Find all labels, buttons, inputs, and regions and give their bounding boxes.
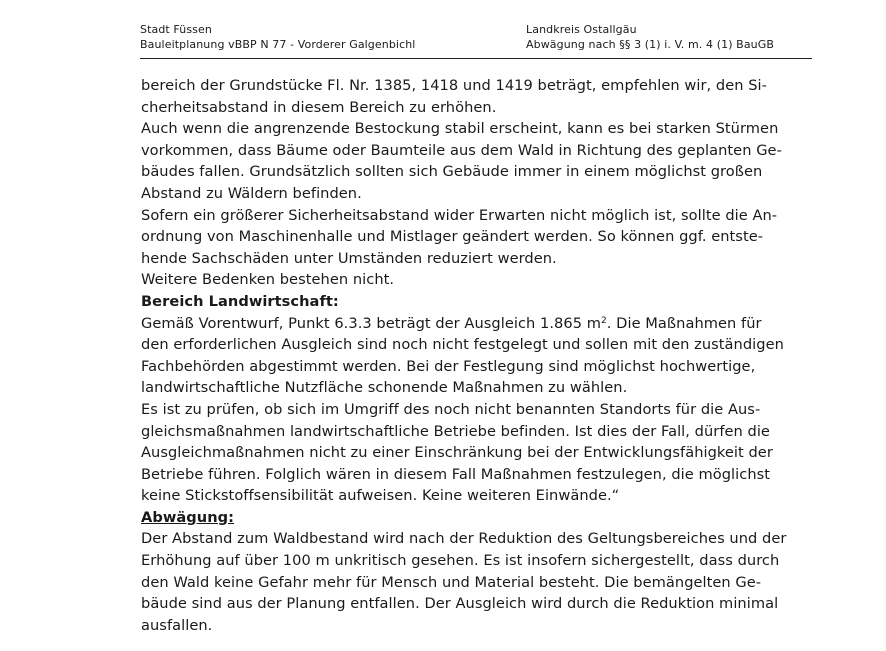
body-line: vorkommen, dass Bäume oder Baumteile aus dem Wald in Richtung des geplanten Ge- — [141, 141, 782, 159]
body-line: Erhöhung auf über 100 m unkritisch gesehen. Es ist insofern sichergestellt, dass durch — [141, 552, 780, 570]
body-line: Weitere Bedenken bestehen nicht. — [141, 271, 395, 289]
header-legal-basis: Abwägung nach §§ 3 (1) i. V. m. 4 (1) BauGB — [526, 38, 775, 51]
body-line: Sofern ein größerer Sicherheitsabstand wider Erwarten nicht möglich ist, sollte die An- — [141, 206, 778, 224]
body-line-ausgleich — [141, 313, 813, 335]
body-line: bereich der Grundstücke Fl. Nr. 1385, 1418 und 1419 beträgt, empfehlen wir, den Si- — [141, 77, 767, 94]
body-line: bäude sind aus der Planung entfallen. Der Ausgleich wird durch die Reduktion minimal — [141, 595, 779, 613]
body-line: bäudes fallen. Grundsätzlich sollten sich Gebäude immer in einem möglichst großen — [141, 163, 763, 181]
body-line: Auch wenn die angrenzende Bestockung stabil erscheint, kann es bei starken Stürmen — [141, 120, 779, 138]
body-line: keine Stickstoffsensibilität aufweisen. Keine weiteren Einwände.“ — [141, 487, 620, 505]
body-line: Es ist zu prüfen, ob sich im Umgriff des noch nicht benannten Standorts für die Aus- — [141, 400, 761, 418]
body-line: cherheitsabstand in diesem Bereich zu erhöhen. — [141, 98, 497, 116]
body-line: den erforderlichen Ausgleich sind noch nicht festgelegt und sollen mit den zuständigen — [141, 336, 784, 354]
body-line: gleichsmaßnahmen landwirtschaftliche Betriebe befinden. Ist dies der Fall, dürfen die — [141, 422, 770, 440]
ausgleich-text: Gemäß Vorentwurf, Punkt 6.3.3 beträgt der Ausgleich 1.865 m — [141, 314, 602, 332]
header-right — [526, 22, 774, 52]
body-line: Ausgleichmaßnahmen nicht zu einer Einschränkung bei der Entwicklungsfähigkeit der — [141, 444, 773, 462]
body-line: ordnung von Maschinenhalle und Mistlager geändert werden. So können ggf. entste- — [141, 228, 764, 246]
document-body — [141, 75, 813, 636]
body-line: Abstand zu Wäldern befinden. — [141, 184, 362, 202]
header-plan-title: Bauleitplanung vBBP N 77 - Vorderer Galgenbichl — [140, 38, 416, 51]
header-district: Landkreis Ostallgäu — [526, 23, 637, 36]
section-heading-landwirtschaft: Bereich Landwirtschaft: — [141, 292, 339, 310]
page-header — [140, 22, 812, 59]
body-line: landwirtschaftliche Nutzfläche schonende Maßnahmen zu wählen. — [141, 379, 628, 397]
body-line: ausfallen. — [141, 616, 213, 634]
body-line: Fachbehörden abgestimmt werden. Bei der Festlegung sind möglichst hochwertige, — [141, 357, 756, 375]
body-line: hende Sachschäden unter Umständen reduziert werden. — [141, 249, 557, 267]
ausgleich-text-end: . Die Maßnahmen für — [606, 314, 762, 332]
body-line: den Wald keine Gefahr mehr für Mensch und Material besteht. Die bemängelten Ge- — [141, 573, 762, 591]
section-heading-abwaegung: Abwägung: — [141, 508, 235, 526]
header-municipality: Stadt Füssen — [140, 23, 212, 36]
body-line: Der Abstand zum Waldbestand wird nach der Reduktion des Geltungsbereiches und der — [141, 530, 787, 548]
superscript-unit: 2 — [601, 315, 607, 326]
header-left — [140, 22, 415, 52]
body-line: Betriebe führen. Folglich wären in diesem Fall Maßnahmen festzulegen, die möglichst — [141, 465, 771, 483]
